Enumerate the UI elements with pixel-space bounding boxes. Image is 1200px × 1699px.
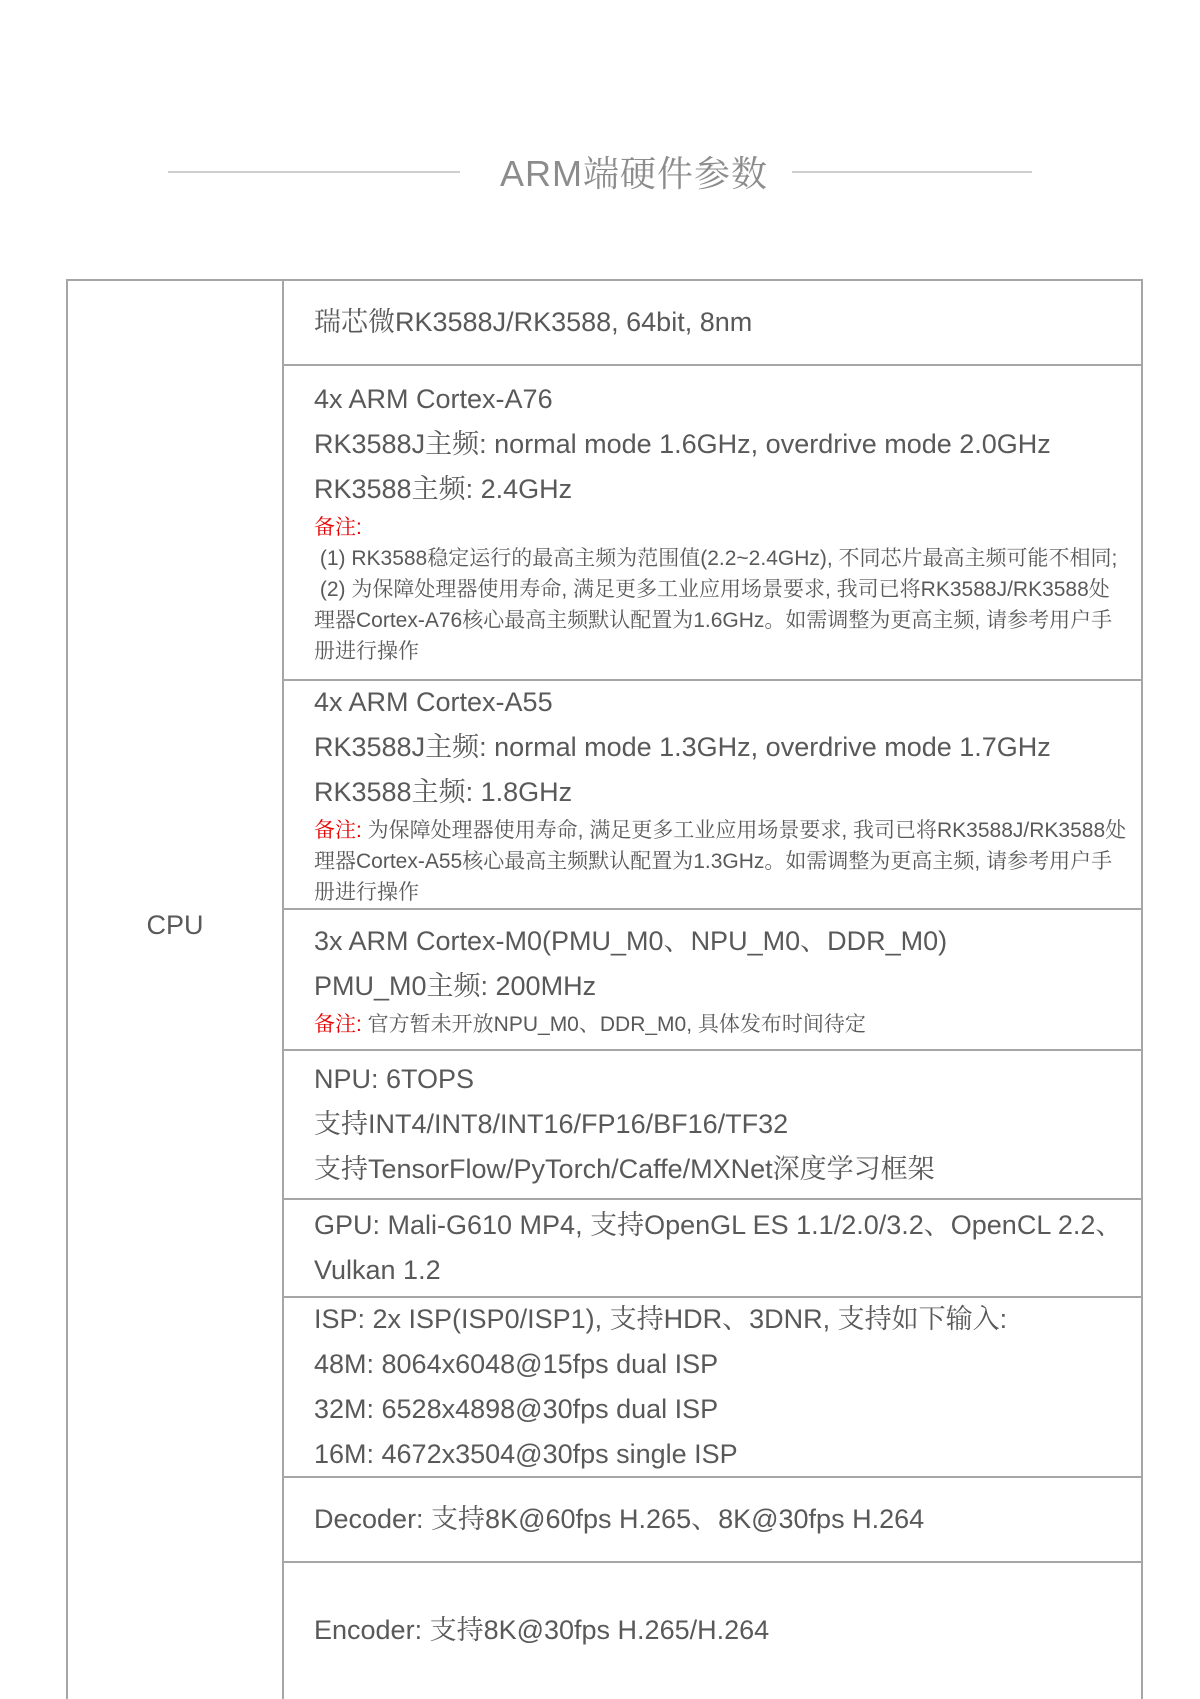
spec-line — [314, 1147, 1127, 1192]
spec-line — [314, 422, 1127, 467]
spec-text: 官方暂未开放NPU_M0、DDR_M0, 具体发布时间待定 — [367, 1012, 866, 1036]
spec-line — [314, 1387, 1127, 1432]
title-right-divider — [792, 171, 1032, 173]
spec-line — [314, 815, 1127, 908]
spec-text: 48M: 8064x6048@15fps dual ISP — [314, 1348, 719, 1379]
spec-line — [314, 1298, 1127, 1342]
table-row — [284, 1563, 1141, 1699]
spec-line — [314, 770, 1127, 815]
spec-line — [314, 725, 1127, 770]
spec-line — [314, 919, 1127, 964]
table-header-cell-cpu — [68, 281, 284, 1699]
table-row — [284, 1051, 1141, 1201]
table-row — [284, 281, 1141, 366]
spec-line — [314, 543, 1127, 574]
spec-line — [314, 1497, 1127, 1542]
spec-text: 4x ARM Cortex-A76 — [314, 384, 553, 415]
spec-line — [314, 1009, 1127, 1040]
spec-text: GPU: Mali-G610 MP4, 支持OpenGL ES 1.1/2.0/3.2、OpenCL 2.2、Vulkan 1.2 — [314, 1209, 1123, 1285]
spec-line — [314, 467, 1127, 512]
page-title: ARM端硬件参数 — [500, 153, 768, 194]
spec-line — [314, 377, 1127, 422]
spec-text: RK3588主频: 2.4GHz — [314, 474, 573, 505]
spec-line — [314, 1432, 1127, 1477]
spec-text: RK3588J主频: normal mode 1.3GHz, overdrive mode 1.7GHz — [314, 732, 1051, 763]
spec-text: 16M: 4672x3504@30fps single ISP — [314, 1438, 738, 1469]
spec-text: (2) 为保障处理器使用寿命, 满足更多工业应用场景要求, 我司已将RK3588J/RK3588处理器Cortex-A76核心最高主频默认配置为1.6GHz。如需调整为更高主频, 请参考用户手册进行操作 — [314, 578, 1113, 664]
table-row — [284, 1478, 1141, 1563]
cpu-label: CPU — [146, 909, 204, 940]
spec-text: NPU: 6TOPS — [314, 1064, 475, 1094]
table-row — [284, 1298, 1141, 1479]
spec-line — [314, 300, 1127, 345]
spec-line — [314, 1057, 1127, 1102]
spec-text: Decoder: 支持8K@60fps H.265、8K@30fps H.264 — [314, 1504, 925, 1535]
spec-line — [314, 574, 1127, 667]
table-row — [284, 366, 1141, 681]
spec-text: 支持TensorFlow/PyTorch/Caffe/MXNet深度学习框架 — [314, 1154, 935, 1184]
note-label: 备注: — [314, 1012, 368, 1036]
note-label: 备注: — [314, 516, 362, 540]
note-label: 备注: — [314, 819, 368, 843]
spec-line — [314, 1203, 1127, 1293]
spec-line — [314, 1342, 1127, 1387]
spec-text: Encoder: 支持8K@30fps H.265/H.264 — [314, 1615, 770, 1646]
spec-line — [314, 1102, 1127, 1147]
table-row — [284, 910, 1141, 1051]
spec-text: 4x ARM Cortex-A55 — [314, 687, 553, 718]
spec-line — [314, 681, 1127, 725]
spec-line — [314, 964, 1127, 1009]
spec-text: RK3588J主频: normal mode 1.6GHz, overdrive mode 2.0GHz — [314, 429, 1051, 460]
spec-text: 瑞芯微RK3588J/RK3588, 64bit, 8nm — [314, 306, 753, 337]
spec-text: PMU_M0主频: 200MHz — [314, 970, 597, 1001]
table-rows — [284, 281, 1141, 1699]
spec-text: RK3588主频: 1.8GHz — [314, 777, 573, 808]
spec-table — [66, 279, 1143, 1699]
spec-line — [314, 512, 1127, 543]
spec-text: 32M: 6528x4898@30fps dual ISP — [314, 1393, 719, 1424]
spec-text: 支持INT4/INT8/INT16/FP16/BF16/TF32 — [314, 1109, 789, 1139]
title-left-divider — [168, 171, 460, 173]
spec-text: 为保障处理器使用寿命, 满足更多工业应用场景要求, 我司已将RK3588J/RK3588处理器Cortex-A55核心最高主频默认配置为1.3GHz。如需调整为更高主频, 请参考用户手册进行操作 — [314, 819, 1127, 905]
table-row — [284, 1200, 1141, 1297]
spec-text: 3x ARM Cortex-M0(PMU_M0、NPU_M0、DDR_M0) — [314, 925, 948, 956]
spec-text: ISP: 2x ISP(ISP0/ISP1), 支持HDR、3DNR, 支持如下输入: — [314, 1303, 1008, 1334]
spec-line — [314, 1608, 1127, 1653]
spec-text: (1) RK3588稳定运行的最高主频为范围值(2.2~2.4GHz), 不同芯片最高主频可能不相同; — [314, 547, 1118, 571]
table-row — [284, 681, 1141, 910]
section-title — [0, 146, 1200, 197]
